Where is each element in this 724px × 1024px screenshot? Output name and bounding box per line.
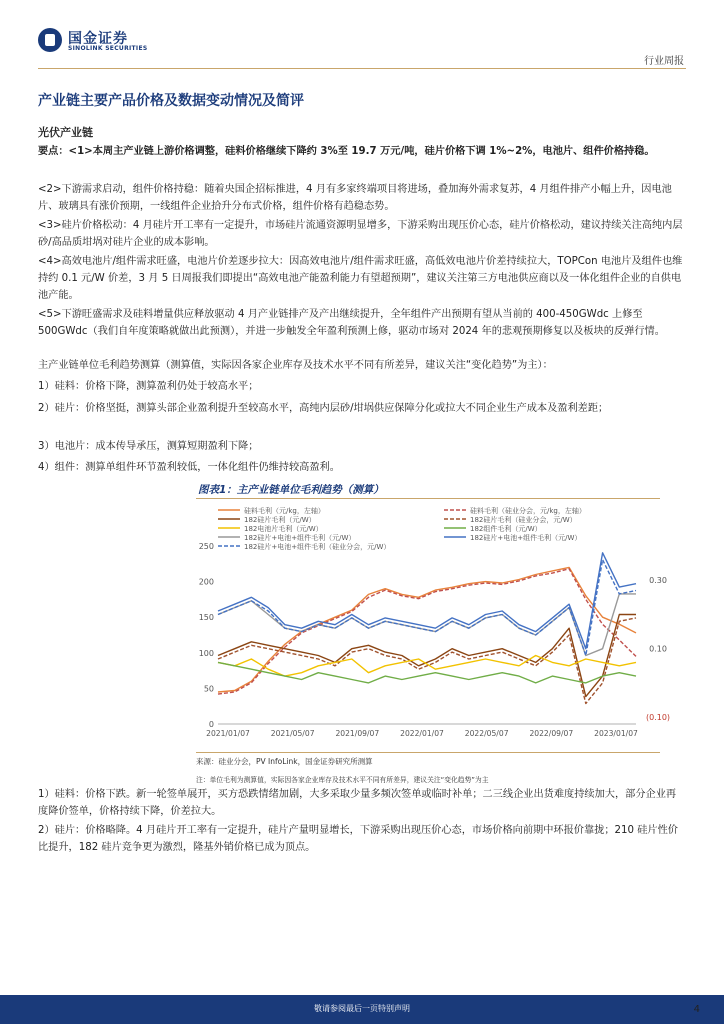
y-tick-label: 250 (198, 542, 214, 551)
list-item: 4）组件：测算单组件环节盈利较低，一体化组件仍维持较高盈利。 (38, 462, 340, 473)
list-item: 3）电池片：成本传导承压，测算短期盈利下降； (38, 441, 259, 452)
header-divider (38, 68, 686, 69)
legend-label: 182组件毛利（元/W） (470, 525, 542, 533)
body-paragraph: 1）硅料：价格下跌。新一轮签单展开，买方恐跌情绪加剧，大多采取少量多频次签单或临时补单；二三线企业出货难度持续加大，部分企业再度降价签单，价格持续下降，价差拉大。 (38, 789, 677, 817)
logo-text: 国金证券 (68, 31, 128, 47)
x-tick-label: 2023/01/07 (594, 729, 638, 738)
figure-source: 来源：硅业分会，PV InfoLink，国金证券研究所测算 (196, 757, 373, 766)
legend-label: 182硅片毛利（硅业分会，元/W） (470, 516, 577, 524)
y2-tick-label: (0.10) (645, 713, 671, 723)
logo-subtext: SINOLINK SECURITIES (68, 45, 148, 52)
body-paragraph: 主产业链单位毛利趋势测算（测算值，实际因各家企业库存及技术水平不同有所差异，建议关注“变化趋势”为主）： (38, 360, 553, 371)
list-item: 2）硅片：价格坚挺，测算头部企业盈利提升至较高水平，高纯内层砂/坩埚供应保障分化或拉大不同企业生产成本及盈利差距； (38, 403, 609, 414)
x-tick-label: 2021/05/07 (270, 729, 315, 738)
x-tick-label: 2022/01/07 (400, 729, 444, 738)
body-paragraph: 2）硅片：价格略降。4 月硅片开工率有一定提升，硅片产量明显增长，下游采购出现压价心态，市场价格向前期中环报价靠拢；210 硅片性价比提升，182 硅片竞争更为激烈，隆基外销价格已成为顶点。 (38, 825, 678, 853)
y2-tick-label: 0.10 (649, 644, 667, 654)
legend-label: 182硅片+电池+组件毛利（硅业分会，元/W） (244, 543, 391, 551)
body-paragraph: <4>高效电池片/组件需求旺盛，电池片价差逐步拉大：因高效电池片/组件需求旺盛，高低效电池片价差持续拉大，TOPCon 电池片及组件也维持约 0.1 元/W 价差，3 月 5 日周报我们即提出“高效电池产能盈利能力有望超预期”，建议关注第三方电池供应商以及一体化组件企业的自供电池产能。 (38, 256, 683, 301)
y2-tick-label: 0.30 (649, 576, 667, 586)
line-chart (196, 502, 671, 752)
x-tick-label: 2022/09/07 (529, 729, 574, 738)
legend-label: 硅料毛利（硅业分会，元/kg，左轴） (470, 507, 586, 515)
y-tick-label: 150 (198, 613, 214, 623)
legend-label: 182电池片毛利（元/W） (244, 525, 323, 533)
figure-bottom-divider (196, 752, 660, 753)
y-tick-label: 50 (203, 684, 214, 694)
page-footer (0, 995, 724, 1024)
list-item: 1）硅料：价格下降，测算盈利仍处于较高水平； (38, 381, 259, 392)
figure-title: 图表1：主产业链单位毛利趋势（测算） (198, 484, 384, 496)
report-type: 行业周报 (644, 56, 684, 67)
page-header (0, 0, 724, 70)
y-tick-label: 100 (198, 648, 214, 658)
page-number: 4 (693, 1004, 700, 1015)
summary-paragraph: 要点：<1>本周主产业链上游价格调整，硅料价格继续下降约 3%至 19.7 万元/吨，硅片价格下调 1%~2%，电池片、组件价格持稳。 (38, 146, 655, 157)
figure-divider (196, 498, 660, 499)
body-paragraph: <2>下游需求启动，组件价格持稳：随着央国企招标推进，4 月有多家终端项目将进场，叠加海外需求复苏，4 月组件排产小幅上升，因电池片、玻璃具有涨价预期，一线组件企业拾升分布式价格，组件价格有趋稳态势。 (38, 184, 672, 212)
y-tick-label: 0 (208, 720, 214, 729)
legend-label: 182硅片+电池+组件毛利（元/W） (244, 534, 356, 542)
sub-title: 光伏产业链 (38, 126, 93, 139)
series-line (218, 618, 636, 704)
x-tick-label: 2021/01/07 (206, 729, 250, 738)
series-line (218, 553, 636, 649)
body-paragraph: <5>下游旺盛需求及硅料增量供应释放驱动 4 月产业链排产及产出继续提升，全年组件产出预期有望从当前的 400-450GWdc 上修至 500GWdc（我们自年度策略就做出此预测），并进一步触发全年盈利预测上修，驱动市场对 2024 年的悲观预期修复以及板块的反弹行情。 (38, 309, 665, 337)
x-tick-label: 2022/05/07 (464, 729, 509, 738)
section-title: 产业链主要产品价格及数据变动情况及简评 (38, 93, 304, 109)
legend-label: 硅料毛利（元/kg，左轴） (244, 507, 325, 515)
chart-series (218, 553, 636, 704)
y-tick-label: 200 (198, 577, 214, 587)
legend-label: 182硅片毛利（元/W） (244, 516, 316, 524)
x-tick-label: 2021/09/07 (335, 729, 380, 738)
footer-disclaimer: 敬请参阅最后一页特别声明 (314, 1004, 410, 1013)
body-paragraph: <3>硅片价格松动：4 月硅片开工率有一定提升，市场硅片流通资源明显增多，下游采购出现压价心态，硅片价格松动，建议持续关注高纯内层砂/高品质坩埚对硅片企业的成本影响。 (38, 220, 683, 248)
logo-icon (38, 28, 62, 52)
legend-label: 182硅片+电池+组件毛利（元/W） (470, 534, 582, 542)
figure-note: 注：单位毛利为测算值，实际因各家企业库存及技术水平不同有所差异，建议关注“变化趋势”为主 (196, 776, 489, 784)
chart-legend (218, 506, 586, 552)
